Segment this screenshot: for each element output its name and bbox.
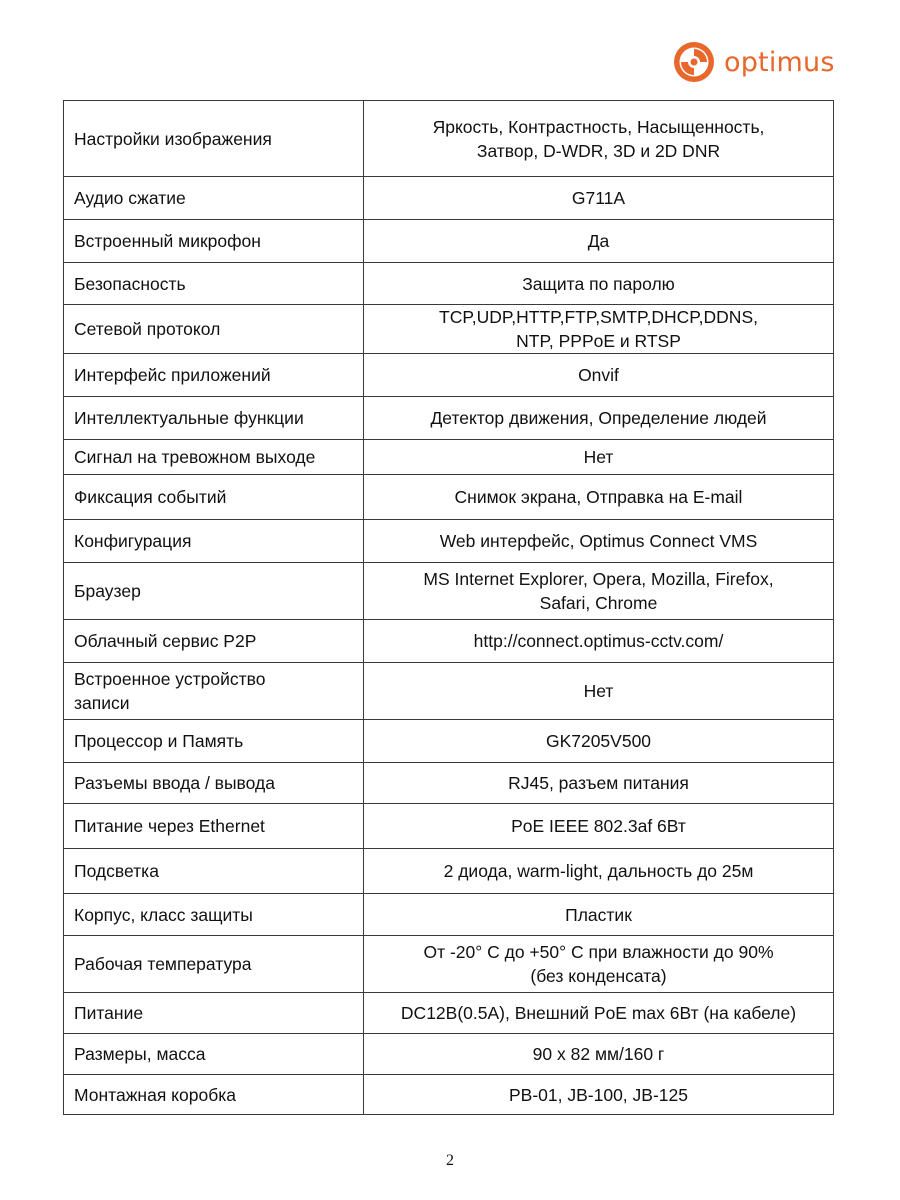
spec-parameter: Встроенный микрофон: [64, 220, 364, 263]
table-row: [64, 563, 834, 620]
spec-parameter: Фиксация событий: [64, 475, 364, 520]
spec-parameter: Сетевой протокол: [64, 305, 364, 354]
spec-parameter: Питание через Ethernet: [64, 804, 364, 849]
spec-parameter: Интеллектуальные функции: [64, 397, 364, 440]
table-row: [64, 220, 834, 263]
spec-parameter: Корпус, класс защиты: [64, 894, 364, 936]
spec-value: RJ45, разъем питания: [364, 763, 834, 804]
spec-value: Нет: [364, 440, 834, 475]
table-row: [64, 354, 834, 397]
spec-parameter: Безопасность: [64, 263, 364, 305]
spec-value: G711A: [364, 177, 834, 220]
table-row: [64, 804, 834, 849]
table-row: [64, 620, 834, 663]
table-row: [64, 305, 834, 354]
spec-parameter: Подсветка: [64, 849, 364, 894]
spec-parameter: Настройки изображения: [64, 101, 364, 177]
spec-value: Снимок экрана, Отправка на E-mail: [364, 475, 834, 520]
table-row: [64, 993, 834, 1034]
spec-value: Onvif: [364, 354, 834, 397]
spec-parameter: Питание: [64, 993, 364, 1034]
spec-value: MS Internet Explorer, Opera, Mozilla, Firefox, Safari, Chrome: [364, 563, 834, 620]
spec-value: PoE IEEE 802.3af 6Вт: [364, 804, 834, 849]
spec-value: Web интерфейс, Optimus Connect VMS: [364, 520, 834, 563]
spec-value: Яркость, Контрастность, Насыщенность, Затвор, D-WDR, 3D и 2D DNR: [364, 101, 834, 177]
table-row: [64, 720, 834, 763]
spec-parameter: Аудио сжатие: [64, 177, 364, 220]
table-row: [64, 440, 834, 475]
brand-logo: [672, 40, 835, 84]
table-row: [64, 177, 834, 220]
brand-name: optimus: [724, 46, 835, 78]
table-row: [64, 475, 834, 520]
table-row: [64, 763, 834, 804]
spec-parameter: Встроенное устройство записи: [64, 663, 364, 720]
table-row: [64, 263, 834, 305]
page-number: 2: [446, 1152, 454, 1169]
table-row: [64, 894, 834, 936]
table-row: [64, 663, 834, 720]
spec-parameter: Интерфейс приложений: [64, 354, 364, 397]
table-row: [64, 936, 834, 993]
spec-value: Да: [364, 220, 834, 263]
spec-parameter: Сигнал на тревожном выходе: [64, 440, 364, 475]
table-row: [64, 1034, 834, 1075]
spec-parameter: Процессор и Память: [64, 720, 364, 763]
spec-value: 2 диода, warm-light, дальность до 25м: [364, 849, 834, 894]
spec-parameter: Монтажная коробка: [64, 1075, 364, 1115]
spec-value: DC12B(0.5A), Внешний PoE max 6Вт (на кабеле): [364, 993, 834, 1034]
optimus-logo-icon: [672, 40, 716, 84]
spec-value: 90 x 82 мм/160 г: [364, 1034, 834, 1075]
table-row: [64, 101, 834, 177]
spec-value: Нет: [364, 663, 834, 720]
spec-parameter: Конфигурация: [64, 520, 364, 563]
spec-value: Детектор движения, Определение людей: [364, 397, 834, 440]
table-row: [64, 849, 834, 894]
table-row: [64, 520, 834, 563]
specifications-table: [63, 100, 834, 1115]
spec-value: TCP,UDP,HTTP,FTP,SMTP,DHCP,DDNS, NTP, PPPoE и RTSP: [364, 305, 834, 354]
specifications-table-body: [64, 101, 834, 1115]
spec-parameter: Размеры, масса: [64, 1034, 364, 1075]
spec-value: http://connect.optimus-cctv.com/: [364, 620, 834, 663]
table-row: [64, 1075, 834, 1115]
spec-value: Защита по паролю: [364, 263, 834, 305]
spec-parameter: Разъемы ввода / вывода: [64, 763, 364, 804]
spec-value: От -20° С до +50° С при влажности до 90% (без конденсата): [364, 936, 834, 993]
spec-parameter: Облачный сервис P2P: [64, 620, 364, 663]
spec-value: Пластик: [364, 894, 834, 936]
spec-parameter: Рабочая температура: [64, 936, 364, 993]
spec-parameter: Браузер: [64, 563, 364, 620]
spec-value: GK7205V500: [364, 720, 834, 763]
table-row: [64, 397, 834, 440]
spec-value: PB-01, JB-100, JB-125: [364, 1075, 834, 1115]
